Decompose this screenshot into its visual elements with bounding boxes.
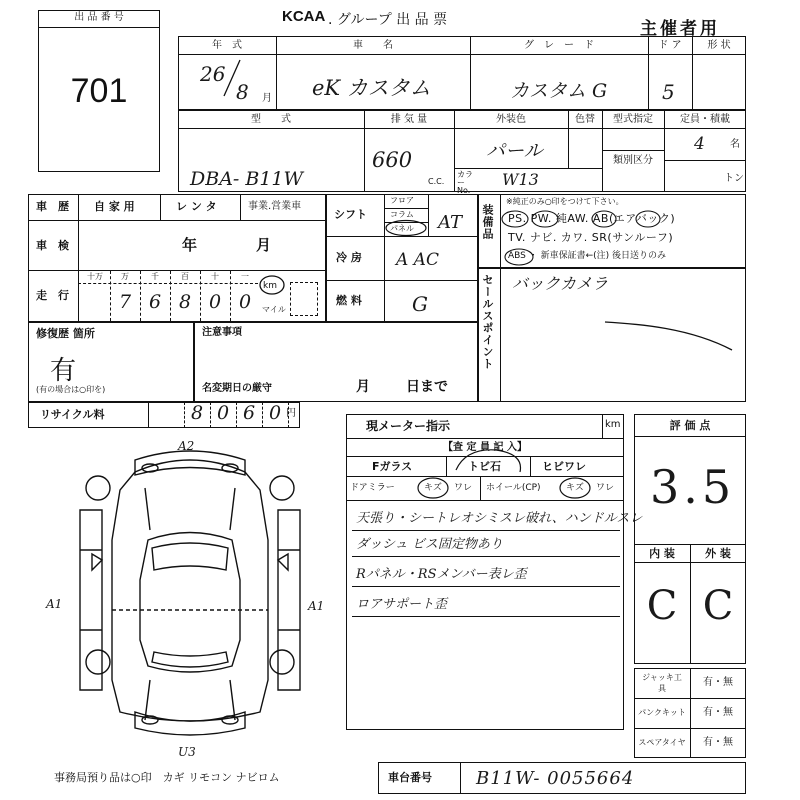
odometer-separator bbox=[110, 271, 111, 321]
appraiser-header: 【査 定 員 記 入】 bbox=[443, 442, 527, 453]
remark-line-1: 天張り・シートレオシミスレ破れ、ハンドルスレ bbox=[356, 511, 643, 526]
recycle-digit: 0 bbox=[216, 402, 230, 424]
chassis-label: 車台番号 bbox=[388, 771, 432, 784]
shape-label: 形 状 bbox=[707, 40, 731, 51]
remark-line-2: ダッシュ ビス固定物あり bbox=[356, 537, 503, 552]
year-label: 年 式 bbox=[212, 40, 242, 51]
grade-label: グ レ ー ド bbox=[524, 40, 594, 51]
fuel-label: 燃 料 bbox=[336, 294, 362, 307]
recycle-digit: 0 bbox=[268, 402, 282, 424]
ac-value: A AC bbox=[396, 250, 439, 270]
odometer-digit: 0 bbox=[238, 291, 252, 313]
remark-line-3: Rパネル・RSメンバー表レ歪 bbox=[356, 567, 527, 582]
displacement-label: 排 気 量 bbox=[390, 114, 428, 125]
odometer-separator bbox=[140, 271, 141, 321]
meter-unit: km bbox=[605, 419, 621, 430]
exterior-color-value: パール bbox=[486, 140, 543, 162]
chassis-value: B11W- 0055664 bbox=[476, 768, 635, 789]
equipment-note: ※純正のみ○印をつけて下さい。 bbox=[506, 197, 624, 206]
equipment-line-3: ABS ・ 新車保証書←(注) 後日送りのみ bbox=[508, 251, 667, 261]
interior-value: C bbox=[646, 583, 678, 629]
color-number-label: カラー No. bbox=[457, 170, 473, 195]
equipment-line-1: PS. PW. 純AW. AB(エアバック) bbox=[508, 212, 676, 225]
mile-box bbox=[290, 282, 318, 316]
odometer-digit-header: 万 bbox=[121, 272, 129, 281]
chip-circle bbox=[446, 440, 530, 480]
chip-label: トビ石 bbox=[468, 460, 501, 473]
jack-label: ジャッキ工 具 bbox=[642, 673, 690, 693]
class-label: 類別区分 bbox=[613, 155, 653, 166]
door-mirror-label: ドアミラー bbox=[350, 483, 395, 493]
wheel-scratch-circle bbox=[558, 476, 592, 500]
exterior-color-label: 外装色 bbox=[496, 114, 526, 125]
displacement-unit: C.C. bbox=[428, 177, 445, 186]
wheel-label: ホイール(CP) bbox=[486, 483, 541, 493]
repair-label: 修復歴 箇所 bbox=[36, 327, 95, 340]
lot-number-label: 出 品 番 号 bbox=[74, 12, 124, 23]
repair-value: 有 bbox=[50, 356, 77, 386]
recycle-digit: 6 bbox=[242, 402, 256, 424]
wheel-scratch: キズ bbox=[566, 483, 584, 493]
odometer-digit-header: 十 bbox=[211, 272, 219, 281]
damage-mark-bottom: U3 bbox=[178, 745, 196, 759]
odometer-separator bbox=[230, 271, 231, 321]
org-logo: KCAA bbox=[282, 8, 326, 25]
odometer-digit: 8 bbox=[178, 291, 192, 313]
capacity-unit: 名 bbox=[730, 139, 740, 150]
damage-mark-top: A2 bbox=[178, 439, 195, 453]
model-label: 型 式 bbox=[251, 114, 291, 125]
shift-floor: フロア bbox=[390, 196, 414, 205]
door-value: 5 bbox=[662, 80, 675, 104]
windshield-label: Fガラス bbox=[372, 460, 413, 473]
puncture-kit-label: パンクキット bbox=[638, 708, 686, 717]
meter-label: 現メーター指示 bbox=[366, 419, 451, 433]
odometer-digit: 6 bbox=[148, 291, 162, 313]
form-title: . グループ 出 品 票 bbox=[328, 12, 448, 28]
office-note: 事務局預り品は○印 カギ リモコン ナビロム bbox=[54, 771, 280, 784]
name-change-label: 名変期日の厳守 bbox=[202, 383, 272, 394]
shift-panel: パネル bbox=[390, 224, 414, 233]
damage-mark-right: A1 bbox=[308, 599, 325, 613]
equipment-circles bbox=[500, 206, 700, 268]
odometer-digit-header: 十万 bbox=[87, 272, 103, 281]
inspection-year-unit: 年 bbox=[182, 236, 198, 254]
odometer-separator bbox=[170, 271, 171, 321]
notes-label: 注意事項 bbox=[202, 327, 242, 338]
repair-note: (有の場合は○印を) bbox=[36, 385, 106, 394]
shift-label: シフト bbox=[334, 208, 367, 221]
odometer-digit-header: 千 bbox=[151, 272, 159, 281]
sales-point-value: バックカメラ bbox=[512, 274, 609, 293]
mileage-label: 走 行 bbox=[36, 289, 69, 302]
mirror-scratch-circle bbox=[416, 476, 450, 500]
equipment-label: 装備品 bbox=[481, 204, 494, 240]
name-change-day: 日まで bbox=[406, 379, 448, 395]
model-spec-label: 型式指定 bbox=[613, 114, 653, 125]
year-value: 26 bbox=[200, 62, 226, 86]
ac-label: 冷 房 bbox=[336, 251, 362, 264]
recycle-unit: 円 bbox=[286, 408, 296, 419]
shift-column: コラム bbox=[390, 210, 414, 219]
equipment-line-2: TV. ナビ. カワ. SR(サンルーフ) bbox=[508, 231, 674, 244]
mirror-crack: ワレ bbox=[454, 483, 473, 493]
exterior-value: C bbox=[702, 583, 734, 629]
score-value: 3.5 bbox=[650, 460, 736, 514]
capacity-value: 4 bbox=[694, 134, 705, 154]
organizer-label: 主催者用 bbox=[640, 19, 720, 39]
color-change-label: 色替 bbox=[575, 114, 595, 125]
mirror-scratch: キズ bbox=[424, 483, 442, 493]
spare-tire-label: スペアタイヤ bbox=[638, 738, 686, 747]
mile-label: マイル bbox=[262, 305, 286, 314]
jack-value: 有・無 bbox=[703, 677, 733, 688]
wheel-crack: ワレ bbox=[596, 483, 615, 493]
load-unit: トン bbox=[724, 173, 744, 184]
month-unit: 月 bbox=[262, 93, 272, 104]
shift-panel-circle bbox=[384, 219, 432, 237]
history-label: 車 歴 bbox=[36, 200, 69, 213]
puncture-kit-value: 有・無 bbox=[703, 707, 733, 718]
model-value: DBA- B11W bbox=[190, 168, 304, 190]
shift-value: AT bbox=[438, 212, 463, 233]
color-number-value: W13 bbox=[502, 170, 539, 189]
score-label: 評 価 点 bbox=[669, 419, 711, 432]
odometer-digit-header: 百 bbox=[181, 272, 189, 281]
interior-label: 内 装 bbox=[649, 547, 675, 560]
recycle-digit: 8 bbox=[190, 402, 204, 424]
damage-mark-left: A1 bbox=[46, 597, 63, 611]
car-name-label: 車 名 bbox=[353, 40, 393, 51]
sales-point-label: セールスポイント bbox=[481, 274, 494, 370]
odometer-digit: 7 bbox=[118, 291, 132, 313]
private-use: 自 家 用 bbox=[94, 200, 135, 213]
rental-use: レ ン タ bbox=[176, 200, 217, 213]
recycle-label: リサイクル料 bbox=[40, 408, 105, 421]
inspection-label: 車 検 bbox=[36, 239, 69, 252]
capacity-label: 定員・積載 bbox=[680, 114, 730, 125]
door-label: ド ア bbox=[658, 40, 682, 51]
name-change-month: 月 bbox=[356, 379, 370, 395]
fuel-value: G bbox=[412, 292, 428, 316]
exterior-label: 外 装 bbox=[705, 547, 731, 560]
car-diagram bbox=[40, 430, 340, 770]
odometer-digit: 0 bbox=[208, 291, 222, 313]
remark-line-4: ロアサポート歪 bbox=[356, 597, 448, 612]
lot-number: 701 bbox=[70, 72, 128, 110]
business-use: 事業.営業車 bbox=[248, 201, 302, 212]
grade-value: カスタム G bbox=[510, 80, 608, 102]
sales-point-scribble bbox=[600, 310, 740, 355]
inspection-month-unit: 月 bbox=[256, 236, 272, 254]
odometer-separator bbox=[200, 271, 201, 321]
km-label: km bbox=[263, 281, 277, 291]
crack-label: ヒビワレ bbox=[542, 460, 586, 473]
odometer-digit-header: 一 bbox=[241, 272, 249, 281]
month-value: 8 bbox=[236, 80, 249, 104]
spare-tire-value: 有・無 bbox=[703, 737, 733, 748]
car-name-value: eK カスタム bbox=[312, 76, 431, 100]
displacement-value: 660 bbox=[372, 148, 413, 172]
